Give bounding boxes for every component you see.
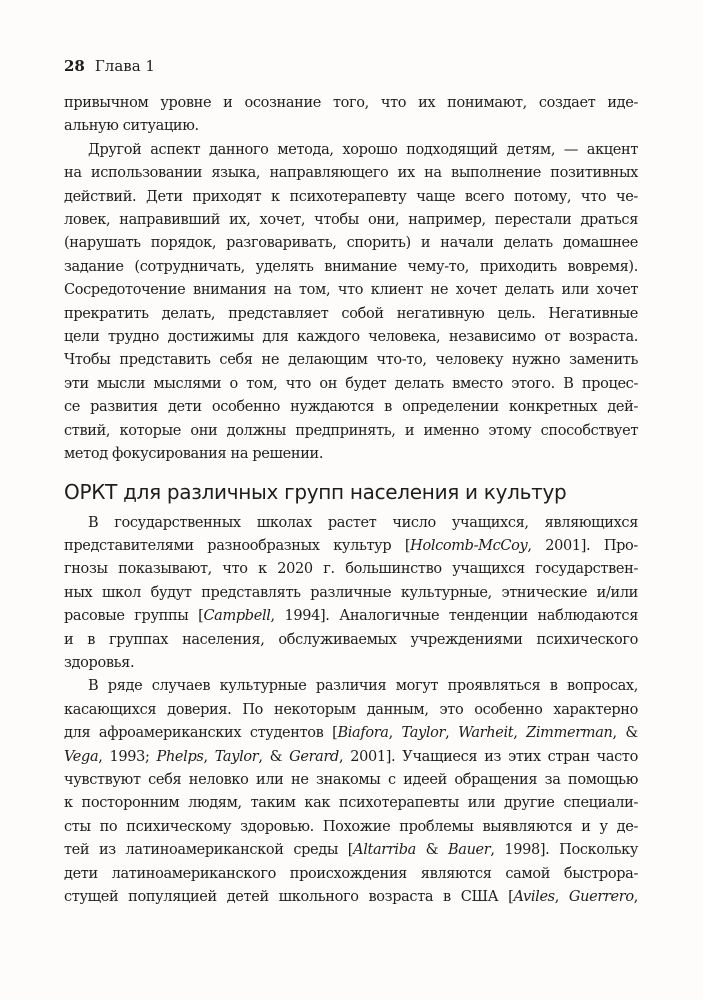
running-head [64,56,155,76]
text-line: дети латиноамериканского происхождения являются самой быстрора- [64,865,638,882]
text-line: прекратить делать, представляет собой негативную цель. Негативные [64,305,638,322]
citation-author: Taylor [401,725,446,742]
text-line [64,839,638,862]
text-line: эти мысли мыслями о том, что он будет делать вместо этого. В процес- [64,375,638,392]
text-run: & [415,842,448,859]
text-run: представителями разнообразных культур [ [64,537,411,554]
text-line: альную ситуацию. [64,118,199,135]
citation-author: Holcomb-McCoy [410,537,528,554]
text-run: , [203,748,215,765]
text-run: , 1998]. Поскольку [490,842,639,859]
text-line: В государственных школах растет число учащихся, являющихся [88,514,638,531]
paragraph-3 [64,512,638,676]
text-run: , [554,889,569,905]
text-run: , [445,725,459,742]
citation-author: Gerard [289,748,339,765]
text-line: действий. Дети приходят к психотерапевту чаще всего потому, что че- [64,188,638,205]
text-line: се развития дети особенно нуждаются в определении конкретных дей- [64,399,638,416]
body-text [64,92,638,909]
text-run: тей из латиноамериканской среды [ [64,842,354,859]
text-line [64,535,638,558]
text-line: задание (сотрудничать, уделять внимание чему-то, приходить вовремя). [64,258,638,275]
text-line: метод фокусирования на решении. [64,446,324,463]
citation-author: Bauer [447,842,491,859]
text-run: , & [612,725,638,742]
text-line [64,746,638,769]
text-line: В ряде случаев культурные различия могут проявляться в вопросах, [88,678,638,695]
text-line: чувствуют себя неловко или не знакомы с идеей обращения за помощью [64,771,638,788]
text-line: здоровья. [64,654,135,671]
text-run: , 2001]. Учащиеся из этих стран часто [339,748,638,765]
paragraph-4 [64,675,638,909]
text-line: (нарушать порядок, разговаривать, спорить) и начали делать домашнее [64,235,638,252]
text-line [64,605,638,628]
citation-author: Altarriba [353,842,416,859]
text-run: для афроамериканских студентов [ [64,725,338,742]
text-line: Сосредоточение внимания на том, что клиент не хочет делать или хочет [64,282,638,299]
section-heading: ОРКТ для различных групп населения и культур [64,479,567,504]
text-line: на использовании языка, направляющего их на выполнение позитивных [64,165,638,182]
text-run: , [513,725,527,742]
citation-author: Campbell [203,608,271,625]
text-line [64,886,638,909]
text-line: Другой аспект данного метода, хорошо подходящий детям, — акцент [88,141,638,158]
citation-author: Aviles [513,889,555,905]
chapter-title: Глава 1 [94,57,155,75]
text-line [64,722,638,745]
citation-author: Biafora [337,725,389,742]
text-run: , 1993; [98,748,157,765]
text-line: Чтобы представить себя не делающим что-то, человеку нужно заменить [64,352,638,369]
text-line: сты по психическому здоровью. Похожие проблемы выявляются и у де- [64,818,638,835]
text-run: расовые группы [ [64,608,204,625]
text-run: , 1994]. Аналогичные тенденции наблюдаются [270,608,638,625]
text-line: касающихся доверия. По некоторым данным, это особенно характерно [64,701,638,718]
text-line: цели трудно достижимы для каждого человека, независимо от возраста. [64,329,638,346]
text-line: ных школ будут представлять различные культурные, этнические и/или [64,584,638,601]
paragraph-1 [64,92,638,139]
text-line: и в группах населения, обслуживаемых учреждениями психического [64,631,638,648]
text-run: , & [258,748,290,765]
text-line: к посторонним людям, таким как психотерапевты или другие специали- [64,795,638,812]
text-line: привычном уровне и осознание того, что их понимают, создает иде- [64,95,638,111]
page-number: 28 [64,57,85,75]
text-run: , 2001]. Про- [527,537,638,554]
citation-author: Guerrero [568,889,634,905]
paragraph-2 [64,139,638,467]
text-line: ловек, направивший их, хочет, чтобы они, например, перестали драться [64,212,638,229]
citation-author: Warheit [458,725,514,742]
citation-author: Vega [64,748,99,765]
text-run: стущей популяцией детей школьного возраста в США [ [64,889,514,905]
text-line: гнозы показывают, что к 2020 г. большинство учащихся государствен- [64,561,638,578]
text-line: ствий, которые они должны предпринять, и именно этому способствует [64,422,638,439]
citation-author: Zimmerman [526,725,613,742]
text-run: , [388,725,402,742]
citation-author: Phelps [156,748,204,765]
text-run: , [633,889,638,905]
citation-author: Taylor [214,748,259,765]
